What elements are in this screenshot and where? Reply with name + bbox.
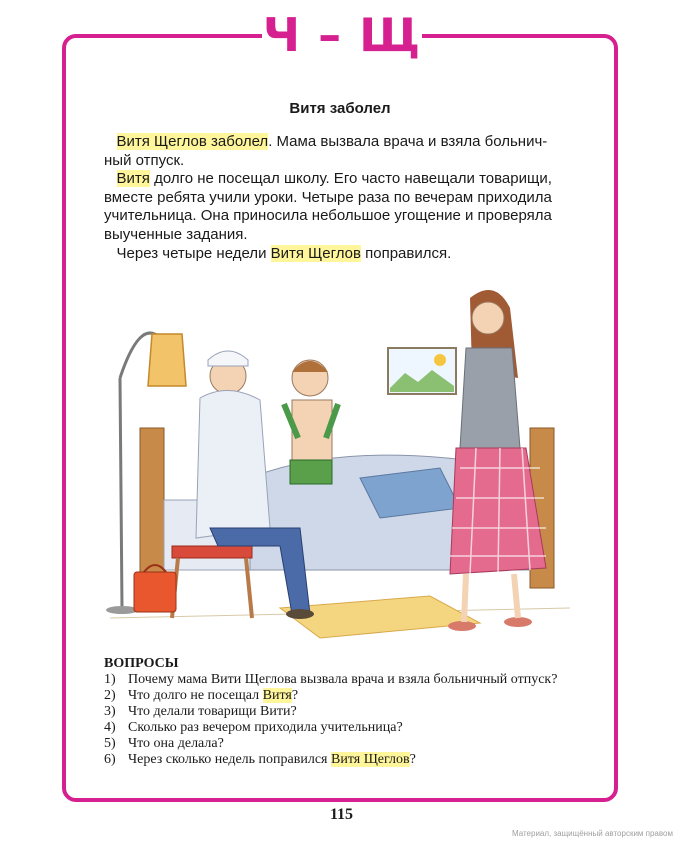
paragraph-text: Через четыре недели: [116, 244, 271, 262]
question-item: [104, 736, 584, 752]
highlight: Витя Щеглов: [330, 752, 410, 767]
question-item: [104, 752, 584, 768]
question-text: [128, 688, 584, 704]
paragraph-text: . Мама вызвала врача и взяла больнич-ный отпуск.: [104, 133, 548, 169]
questions-block: [104, 656, 584, 768]
question-number: 1): [104, 672, 116, 687]
question-text: Почему мама Вити Щеглова вызвала врача и взяла больничный отпуск?: [128, 672, 558, 687]
question-item: [104, 688, 584, 704]
story-text: [104, 133, 572, 263]
page-number: 115: [329, 806, 354, 823]
highlight: Витя Щеглов заболел: [116, 133, 269, 150]
question-number: 4): [104, 720, 116, 735]
question-text-part: ?: [409, 752, 416, 767]
question-number: 6): [104, 752, 116, 767]
question-text-part: Через сколько недель поправился: [128, 752, 331, 767]
section-header: Ч – Щ: [262, 8, 422, 62]
story-paragraph-3: [104, 245, 572, 264]
question-text: Что она делала?: [128, 736, 224, 751]
question-text: Что делали товарищи Вити?: [128, 704, 297, 719]
question-item: [104, 672, 584, 688]
story-paragraph-2: [104, 170, 572, 244]
question-number: 5): [104, 736, 116, 751]
story-title: Витя заболел: [289, 100, 391, 117]
highlight: Витя: [262, 688, 292, 703]
question-text-part: Что долго не посещал: [128, 688, 263, 703]
picture-icon: [388, 348, 456, 394]
highlight: Витя Щеглов: [270, 244, 361, 262]
question-item: [104, 704, 584, 720]
story-illustration: [100, 278, 580, 648]
question-number: 2): [104, 688, 116, 703]
copyright-watermark: Материал, защищённый авторским правом: [511, 829, 673, 838]
questions-heading: ВОПРОСЫ: [104, 656, 179, 671]
highlight: Витя: [116, 170, 150, 188]
question-text: Сколько раз вечером приходила учительница?: [128, 720, 403, 735]
question-number: 3): [104, 704, 116, 719]
paragraph-text: долго не посещал школу. Его часто навещали товарищи, вместе ребята учили уроки. Четыре раза по вечерам приходила учительница. Она приносила небольшое угощение и проверяла выученные задания.: [104, 170, 552, 243]
bag-icon: [134, 565, 176, 612]
question-item: [104, 720, 584, 736]
question-text: [128, 752, 584, 768]
paragraph-text: поправился.: [360, 244, 452, 262]
question-text-part: ?: [291, 688, 299, 703]
story-paragraph-1: [104, 133, 572, 170]
